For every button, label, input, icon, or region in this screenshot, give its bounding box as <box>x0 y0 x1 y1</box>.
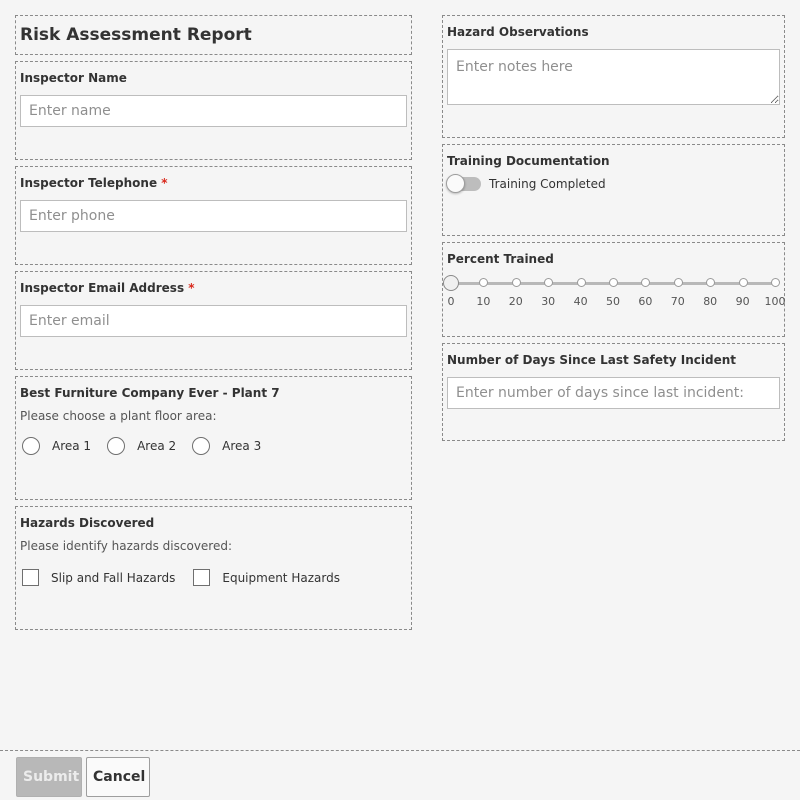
radio-area-3[interactable] <box>192 437 261 455</box>
toggle-knob[interactable] <box>446 174 465 193</box>
percent-trained-panel <box>442 242 785 337</box>
hazards-discovered-label: Hazards Discovered <box>20 516 155 530</box>
checkbox-slip-and-fall[interactable] <box>22 569 175 586</box>
days-since-incident-input[interactable] <box>447 377 780 409</box>
slider-tick-dot <box>609 278 618 287</box>
radio-circle[interactable] <box>192 437 210 455</box>
cancel-button[interactable]: Cancel <box>86 757 150 797</box>
required-asterisk: * <box>188 281 195 295</box>
inspector-email-panel <box>15 271 412 370</box>
checkbox-box[interactable] <box>193 569 210 586</box>
inspector-name-label: Inspector Name <box>20 71 127 85</box>
slider-tick-label: 50 <box>606 295 620 308</box>
inspector-telephone-label-text: Inspector Telephone <box>20 176 158 190</box>
hazard-observations-textarea[interactable] <box>447 49 780 105</box>
submit-button[interactable]: Submit <box>16 757 82 797</box>
hazards-checkbox-group <box>22 569 358 586</box>
training-completed-toggle[interactable] <box>447 177 481 191</box>
slider-thumb[interactable] <box>443 275 459 291</box>
percent-trained-slider[interactable] <box>443 273 784 313</box>
slider-tick-dot <box>479 278 488 287</box>
checkbox-box[interactable] <box>22 569 39 586</box>
page-title: Risk Assessment Report <box>20 25 252 45</box>
slider-tick-label: 80 <box>703 295 718 308</box>
slider-tick-dot <box>706 278 715 287</box>
inspector-name-input[interactable] <box>20 95 407 127</box>
plant-area-radio-group <box>22 437 277 455</box>
inspector-email-label-text: Inspector Email Address <box>20 281 185 295</box>
days-since-incident-label: Number of Days Since Last Safety Incident <box>447 353 736 367</box>
slider-tick-label: 40 <box>573 295 588 308</box>
training-documentation-panel <box>442 144 785 236</box>
checkbox-equipment[interactable] <box>193 569 340 586</box>
radio-circle[interactable] <box>22 437 40 455</box>
slider-tick-label: 20 <box>508 295 523 308</box>
slider-tick-label: 90 <box>735 295 750 308</box>
checkbox-label: Equipment Hazards <box>222 570 340 585</box>
radio-area-2[interactable] <box>107 437 176 455</box>
checkbox-label: Slip and Fall Hazards <box>51 570 176 585</box>
radio-area-1[interactable] <box>22 437 91 455</box>
slider-tick-dot <box>544 278 553 287</box>
hazard-observations-label: Hazard Observations <box>447 25 589 39</box>
slider-tick-dot <box>771 278 780 287</box>
hazards-discovered-panel <box>15 506 412 630</box>
slider-tick-label: 70 <box>670 295 685 308</box>
radio-label: Area 3 <box>222 439 262 453</box>
slider-tick-dot <box>641 278 650 287</box>
required-asterisk: * <box>161 176 168 190</box>
slider-tick-label: 10 <box>476 295 491 308</box>
slider-tick-label: 30 <box>541 295 556 308</box>
plant-area-label: Best Furniture Company Ever - Plant 7 <box>20 386 280 400</box>
radio-circle[interactable] <box>107 437 125 455</box>
inspector-telephone-label <box>20 176 407 190</box>
slider-tick-label: 60 <box>638 295 653 308</box>
plant-area-panel <box>15 376 412 500</box>
inspector-telephone-input[interactable] <box>20 200 407 232</box>
slider-tick-label: 100 <box>764 295 786 308</box>
title-panel <box>15 15 412 55</box>
days-since-incident-panel <box>442 343 785 441</box>
inspector-email-input[interactable] <box>20 305 407 337</box>
inspector-email-label <box>20 281 407 295</box>
hazards-discovered-helper: Please identify hazards discovered: <box>20 539 233 553</box>
inspector-name-panel <box>15 61 412 160</box>
slider-tick-dot <box>739 278 748 287</box>
slider-tick-label: 0 <box>447 295 455 308</box>
slider-tick-dot <box>674 278 683 287</box>
radio-label: Area 2 <box>137 439 177 453</box>
training-toggle-row <box>447 177 606 191</box>
radio-label: Area 1 <box>52 439 92 453</box>
training-documentation-label: Training Documentation <box>447 154 610 168</box>
hazard-observations-panel <box>442 15 785 138</box>
slider-tick-dot <box>577 278 586 287</box>
percent-trained-label: Percent Trained <box>447 252 554 266</box>
training-completed-label: Training Completed <box>489 177 606 191</box>
form-footer <box>0 750 800 800</box>
plant-area-helper: Please choose a plant floor area: <box>20 409 217 423</box>
inspector-telephone-panel <box>15 166 412 265</box>
slider-tick-dot <box>512 278 521 287</box>
